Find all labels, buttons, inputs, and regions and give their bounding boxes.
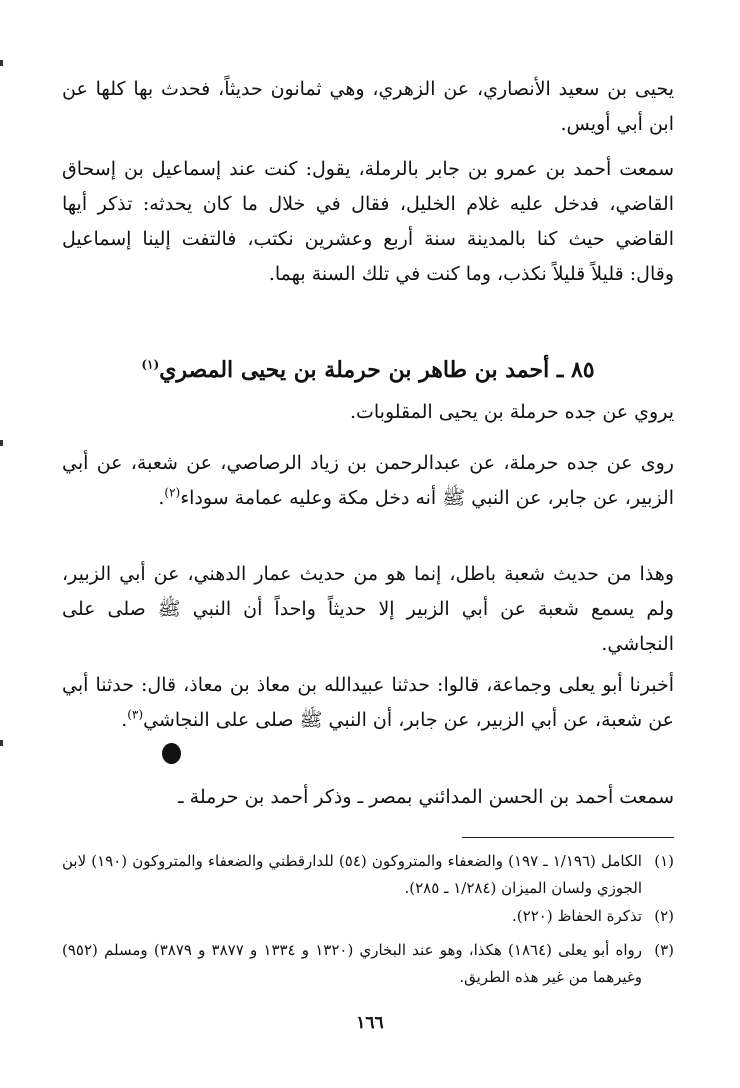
ink-blot	[162, 743, 181, 764]
entry-heading	[62, 350, 674, 390]
footnote-number: (٣)	[654, 941, 674, 959]
entry-intro: يروي عن جده حرملة بن يحيى المقلوبات.	[349, 401, 674, 423]
footnote-text: الكامل (١/١٩٦ ـ ١٩٧) والضعفاء والمتروكون (٥٤) للدارقطني والضعفاء والمتروكون (١٩٠) لابن الجوزي ولسان الميزان (١/٢٨٤ ـ ٢٨٥).	[62, 852, 642, 897]
footnote-divider	[462, 837, 674, 838]
edge-mark	[0, 740, 3, 746]
entry-paragraph-4: سمعت أحمد بن الحسن المدائني بمصر ـ وذكر أحمد بن حرملة ـ	[178, 786, 674, 808]
footnote-1	[62, 848, 674, 902]
edge-mark	[0, 440, 3, 446]
entry-paragraph-1-text: روى عن جده حرملة، عن عبدالرحمن بن زياد الرصاصي، عن شعبة، عن أبي الزبير، عن جابر، عن النبي ﷺ أنه دخل مكة وعليه عمامة سوداء	[62, 452, 674, 509]
paragraph-anecdote: سمعت أحمد بن عمرو بن جابر بالرملة، يقول: كنت عند إسماعيل بن إسحاق القاضي، فدخل عليه غلام الخليل، فقال في خلال ما كان يحدثه: تذكر أيها القاضي حيث كنا بالمدينة سنة أربع وعشرين نكتب، فالتفت إلينا إسماعيل وقال: قليلاً قليلاً نكذب، وما كنت في تلك السنة بهما.	[62, 158, 674, 285]
footnote-ref-1: (١)	[141, 357, 160, 372]
footnote-2	[62, 903, 674, 930]
footnote-ref-2: (٢)	[164, 485, 181, 500]
footnote-text: رواه أبو يعلى (١٨٦٤) هكذا، وهو عند البخاري (١٣٢٠ و ١٣٣٤ و ٣٨٧٧ و ٣٨٧٩) ومسلم (٩٥٢) وغيرهما من غير هذه الطريق.	[62, 941, 643, 986]
entry-heading-text: ٨٥ ـ أحمد بن طاهر بن حرملة بن يحيى المصري	[159, 357, 595, 383]
entry-paragraph-3-end: .	[121, 709, 128, 731]
edge-mark	[0, 60, 3, 66]
entry-paragraph-2: وهذا من حديث شعبة باطل، إنما هو من حديث عمار الدهني، عن أبي الزبير، ولم يسمع شعبة عن أبي الزبير إلا حديثاً واحداً أن النبي ﷺ صلى على النجاشي.	[62, 563, 674, 655]
footnote-number: (١)	[654, 852, 674, 870]
footnote-ref-3: (٣)	[127, 707, 144, 722]
entry-paragraph-1-end: .	[158, 487, 165, 509]
entry-paragraph-3-text: أخبرنا أبو يعلى وجماعة، قالوا: حدثنا عبيدالله بن معاذ بن معاذ، قال: حدثنا أبي عن شعبة، عن أبي الزبير، عن جابر، أن النبي ﷺ صلى على النجاشي	[62, 674, 674, 731]
footnote-3	[62, 937, 674, 991]
footnote-text: تذكرة الحفاظ (٢٢٠).	[512, 907, 642, 925]
entry-paragraph-1	[62, 446, 674, 516]
page-number: ١٦٦	[356, 1013, 384, 1033]
entry-paragraph-3	[62, 668, 674, 738]
paragraph-continuation: يحيى بن سعيد الأنصاري، عن الزهري، وهي ثمانون حديثاً، فحدث بها كلها عن ابن أبي أويس.	[62, 78, 674, 135]
footnote-number: (٢)	[654, 907, 674, 925]
